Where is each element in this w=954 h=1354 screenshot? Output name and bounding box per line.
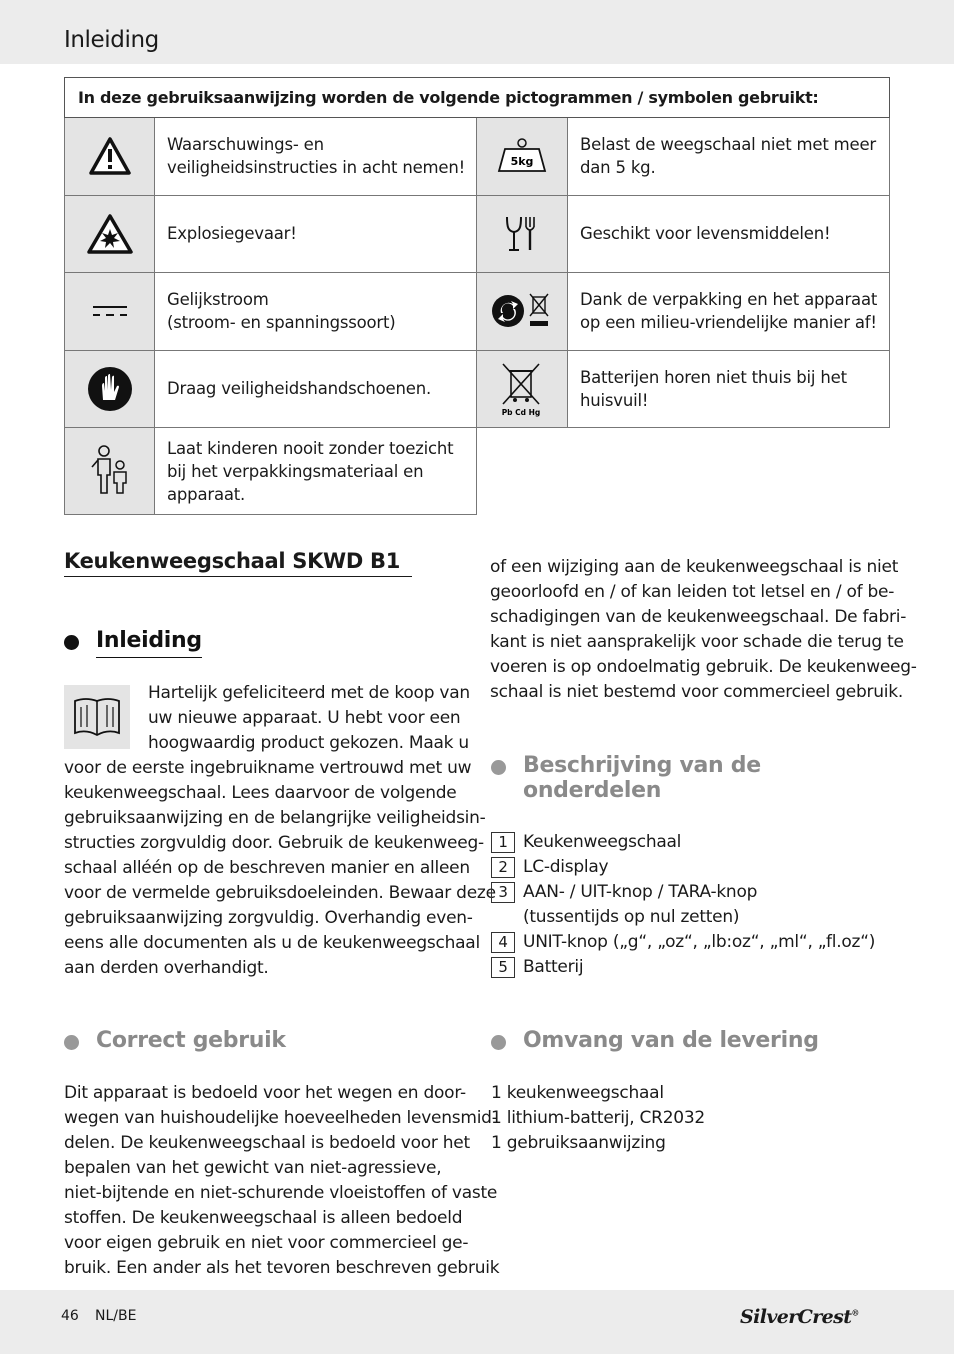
correct-use-paragraph-continued: of een wijziging aan de keukenweegschaal is niet geoorloofd en / of kan leiden tot letsel en / of be- schadigingen van de keukenweegschaal. De fabri- kant is niet aansprakelijk voor schade die terug te voeren is op ondoelmatig gebruik. De keukenweeg- schaal is niet bestemd voor commercieel gebruik.	[490, 557, 917, 702]
direct-current-icon	[64, 273, 155, 351]
legend-text: Gelijkstroom (stroom- en spanningssoort)	[155, 273, 477, 351]
list-item: 5 Batterij	[491, 955, 875, 980]
list-item: 4 UNIT-knop („g“, „oz“, „lb:oz“, „ml“, „fl.oz“)	[491, 930, 875, 955]
safety-gloves-icon	[64, 351, 155, 429]
intro-paragraph: voor de eerste ingebruikname vertrouwd met uw keukenweegschaal. Lees daarvoor de volgende gebruiksaanwijzing en de belangrijke veiligheidsin- structies zorgvuldig door. Gebruik de keukenweeg- schaal alléén op de beschreven manier en alleen voor de vermelde gebruiksdoeleinden. Bewaar deze gebruiksaanwijzing zorgvuldig. Overhandig even- eens alle documenten als u de keukenweegschaal aan derden overhandigt.	[64, 758, 496, 978]
parts-list	[491, 830, 875, 980]
legend-row	[64, 196, 890, 274]
list-item-continuation: (tussentijds op nul zetten)	[523, 907, 740, 927]
bullet-icon	[64, 635, 79, 650]
section-parts-heading: Beschrijving van de onderdelen	[491, 753, 761, 803]
legend-heading: In deze gebruiksaanwijzing worden de volgende pictogrammen / symbolen gebruikt:	[64, 77, 890, 118]
battery-disposal-icon	[477, 351, 568, 429]
legend-row	[64, 118, 890, 196]
legend-text: Dank de verpakking en het apparaat op een milieu-vriendelijke manier af!	[568, 273, 890, 351]
bullet-icon	[491, 760, 506, 775]
page-number: 46	[61, 1308, 79, 1324]
header-band	[0, 0, 954, 64]
section-delivery-heading: Omvang van de levering	[491, 1028, 819, 1053]
list-item: 3 AAN- / UIT-knop / TARA-knop	[491, 880, 875, 905]
legend-text: Explosiegevaar!	[155, 196, 477, 274]
food-safe-icon	[477, 196, 568, 274]
legend-row	[64, 351, 890, 429]
warning-triangle-icon	[64, 118, 155, 196]
legend-text: Laat kinderen nooit zonder toezicht bij het verpakkingsmateriaal en apparaat.	[155, 428, 477, 515]
weight-5kg-icon	[477, 118, 568, 196]
section-intro-heading: Inleiding	[64, 628, 202, 658]
legend-row	[64, 428, 890, 515]
recycling-disposal-icon	[477, 273, 568, 351]
child-supervision-icon	[64, 428, 155, 515]
page-title: Inleiding	[64, 27, 159, 53]
section-correct-use-heading: Correct gebruik	[64, 1028, 286, 1053]
footer-band	[0, 1290, 954, 1354]
product-title: Keukenweegschaal SKWD B1	[64, 549, 412, 577]
bullet-icon	[64, 1035, 79, 1050]
list-item: 1 Keukenweegschaal	[491, 830, 875, 855]
legend-text: Belast de weegschaal niet met meer dan 5 kg.	[568, 118, 890, 196]
legend-text: Waarschuwings- en veiligheidsinstructies in acht nemen!	[155, 118, 477, 196]
language-code: NL/BE	[95, 1308, 137, 1324]
open-book-icon	[64, 685, 130, 749]
svg-text:5kg: 5kg	[510, 155, 534, 169]
legend-text: Geschikt voor levensmiddelen!	[568, 196, 890, 274]
legend-text: Batterijen horen niet thuis bij het huisvuil!	[568, 351, 890, 429]
delivery-list: 1 keukenweegschaal 1 lithium-batterij, CR2032 1 gebruiksaanwijzing	[491, 1083, 705, 1153]
list-item: 2 LC-display	[491, 855, 875, 880]
svg-text:Pb Cd Hg: Pb Cd Hg	[501, 407, 541, 417]
correct-use-paragraph: Dit apparaat is bedoeld voor het wegen en door- wegen van huishoudelijke hoeveelheden levensmid- delen. De keukenweegschaal is bedoeld voor het bepalen van het gewicht van niet-agressieve, niet-bijtende en niet-schurende vloeistoffen of vaste stoffen. De keukenweegschaal is alleen bedoeld voor eigen gebruik en niet voor commercieel ge- bruik. Een ander als het tevoren beschreven gebruik	[64, 1083, 500, 1278]
explosion-hazard-icon	[64, 196, 155, 274]
intro-paragraph-top: Hartelijk gefeliciteerd met de koop van uw nieuwe apparaat. U hebt voor een hoogwaardig product gekozen. Maak u	[148, 683, 470, 753]
legend-row	[64, 273, 890, 351]
legend-text: Draag veiligheidshandschoenen.	[155, 351, 477, 429]
bullet-icon	[491, 1035, 506, 1050]
brand-logo: SilverCrest®	[740, 1306, 859, 1328]
symbol-legend-table	[64, 77, 890, 515]
